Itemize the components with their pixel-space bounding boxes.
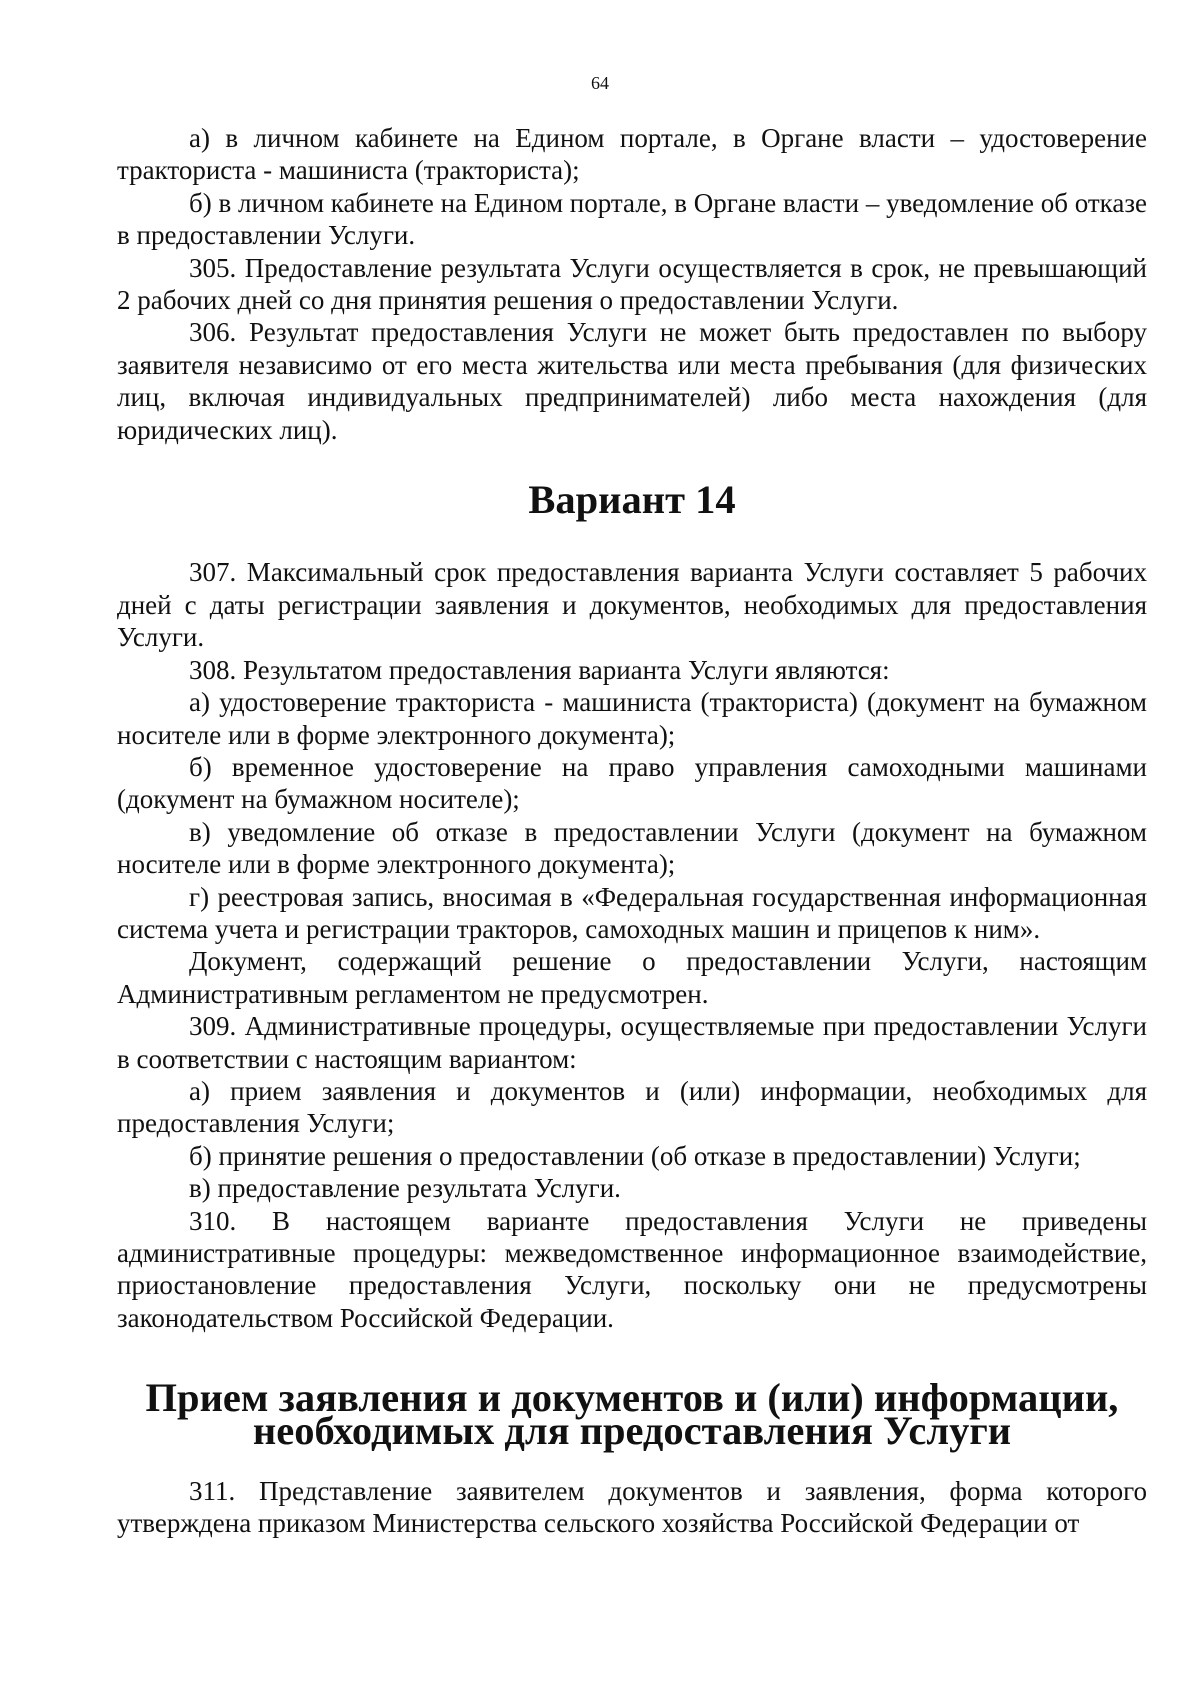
- paragraph-306: 306. Результат предоставления Услуги не может быть предоставлен по выбору заявителя независимо от его места жительства или места пребывания (для физических лиц, включая индивидуальных предпринимателей) либо места нахождения (для юридических лиц).: [117, 317, 1147, 445]
- paragraph-308: 308. Результатом предоставления варианта Услуги являются:: [189, 654, 890, 685]
- section-heading-variant-14: Вариант 14: [528, 477, 736, 523]
- paragraph-308-d: г) реестровая запись, вносимая в «Федеральная государственная информационная система учета и регистрации тракторов, самоходных машин и прицепов к ним».: [117, 881, 1147, 944]
- paragraph-308-b: б) временное удостоверение на право управления самоходными машинами (документ на бумажном носителе);: [117, 751, 1147, 815]
- paragraph-309-a: а) прием заявления и документов и (или) информации, необходимых для предоставления Услуги;: [117, 1075, 1147, 1139]
- paragraph-311: 311. Представление заявителем документов и заявления, форма которого утверждена приказом Министерства сельского хозяйства Российской Федерации от: [117, 1476, 1147, 1539]
- section-heading-application-intake: Прием заявления и документов и (или) информации, необходимых для предоставления Услуги: [145, 1375, 1119, 1453]
- paragraph-307: 307. Максимальный срок предоставления варианта Услуги составляет 5 рабочих дней с даты регистрации заявления и документов, необходимых для предоставления Услуги.: [117, 557, 1147, 653]
- paragraph-document-note: Документ, содержащий решение о предоставлении Услуги, настоящим Административным регламентом не предусмотрен.: [117, 946, 1147, 1009]
- document-body: [117, 122, 1147, 1540]
- paragraph-305: 305. Предоставление результата Услуги осуществляется в срок, не превышающий 2 рабочих дней со дня принятия решения о предоставлении Услуги.: [117, 252, 1147, 316]
- paragraph-309: 309. Административные процедуры, осуществляемые при предоставлении Услуги в соответствии с настоящим вариантом:: [117, 1011, 1147, 1074]
- paragraph-item-a: а) в личном кабинете на Едином портале, в Органе власти – удостоверение тракториста - машиниста (тракториста);: [117, 123, 1147, 186]
- paragraph-310: 310. В настоящем варианте предоставления Услуги не приведены административные процедуры: межведомственное информационное взаимодействие, приостановление предоставления Услуги, поскольку они не предусмотрены законодательством Российской Федерации.: [117, 1205, 1147, 1333]
- page-number: 64: [591, 73, 609, 93]
- paragraph-309-b: б) принятие решения о предоставлении (об отказе в предоставлении) Услуги;: [189, 1140, 1081, 1171]
- paragraph-309-c: в) предоставление результата Услуги.: [189, 1173, 621, 1204]
- paragraph-308-a: а) удостоверение тракториста - машиниста (тракториста) (документ на бумажном носителе или в форме электронного документа);: [117, 687, 1147, 750]
- paragraph-item-b: б) в личном кабинете на Едином портале, в Органе власти – уведомление об отказе в предоставлении Услуги.: [117, 187, 1147, 251]
- paragraph-308-c: в) уведомление об отказе в предоставлении Услуги (документ на бумажном носителе или в форме электронного документа);: [117, 816, 1147, 880]
